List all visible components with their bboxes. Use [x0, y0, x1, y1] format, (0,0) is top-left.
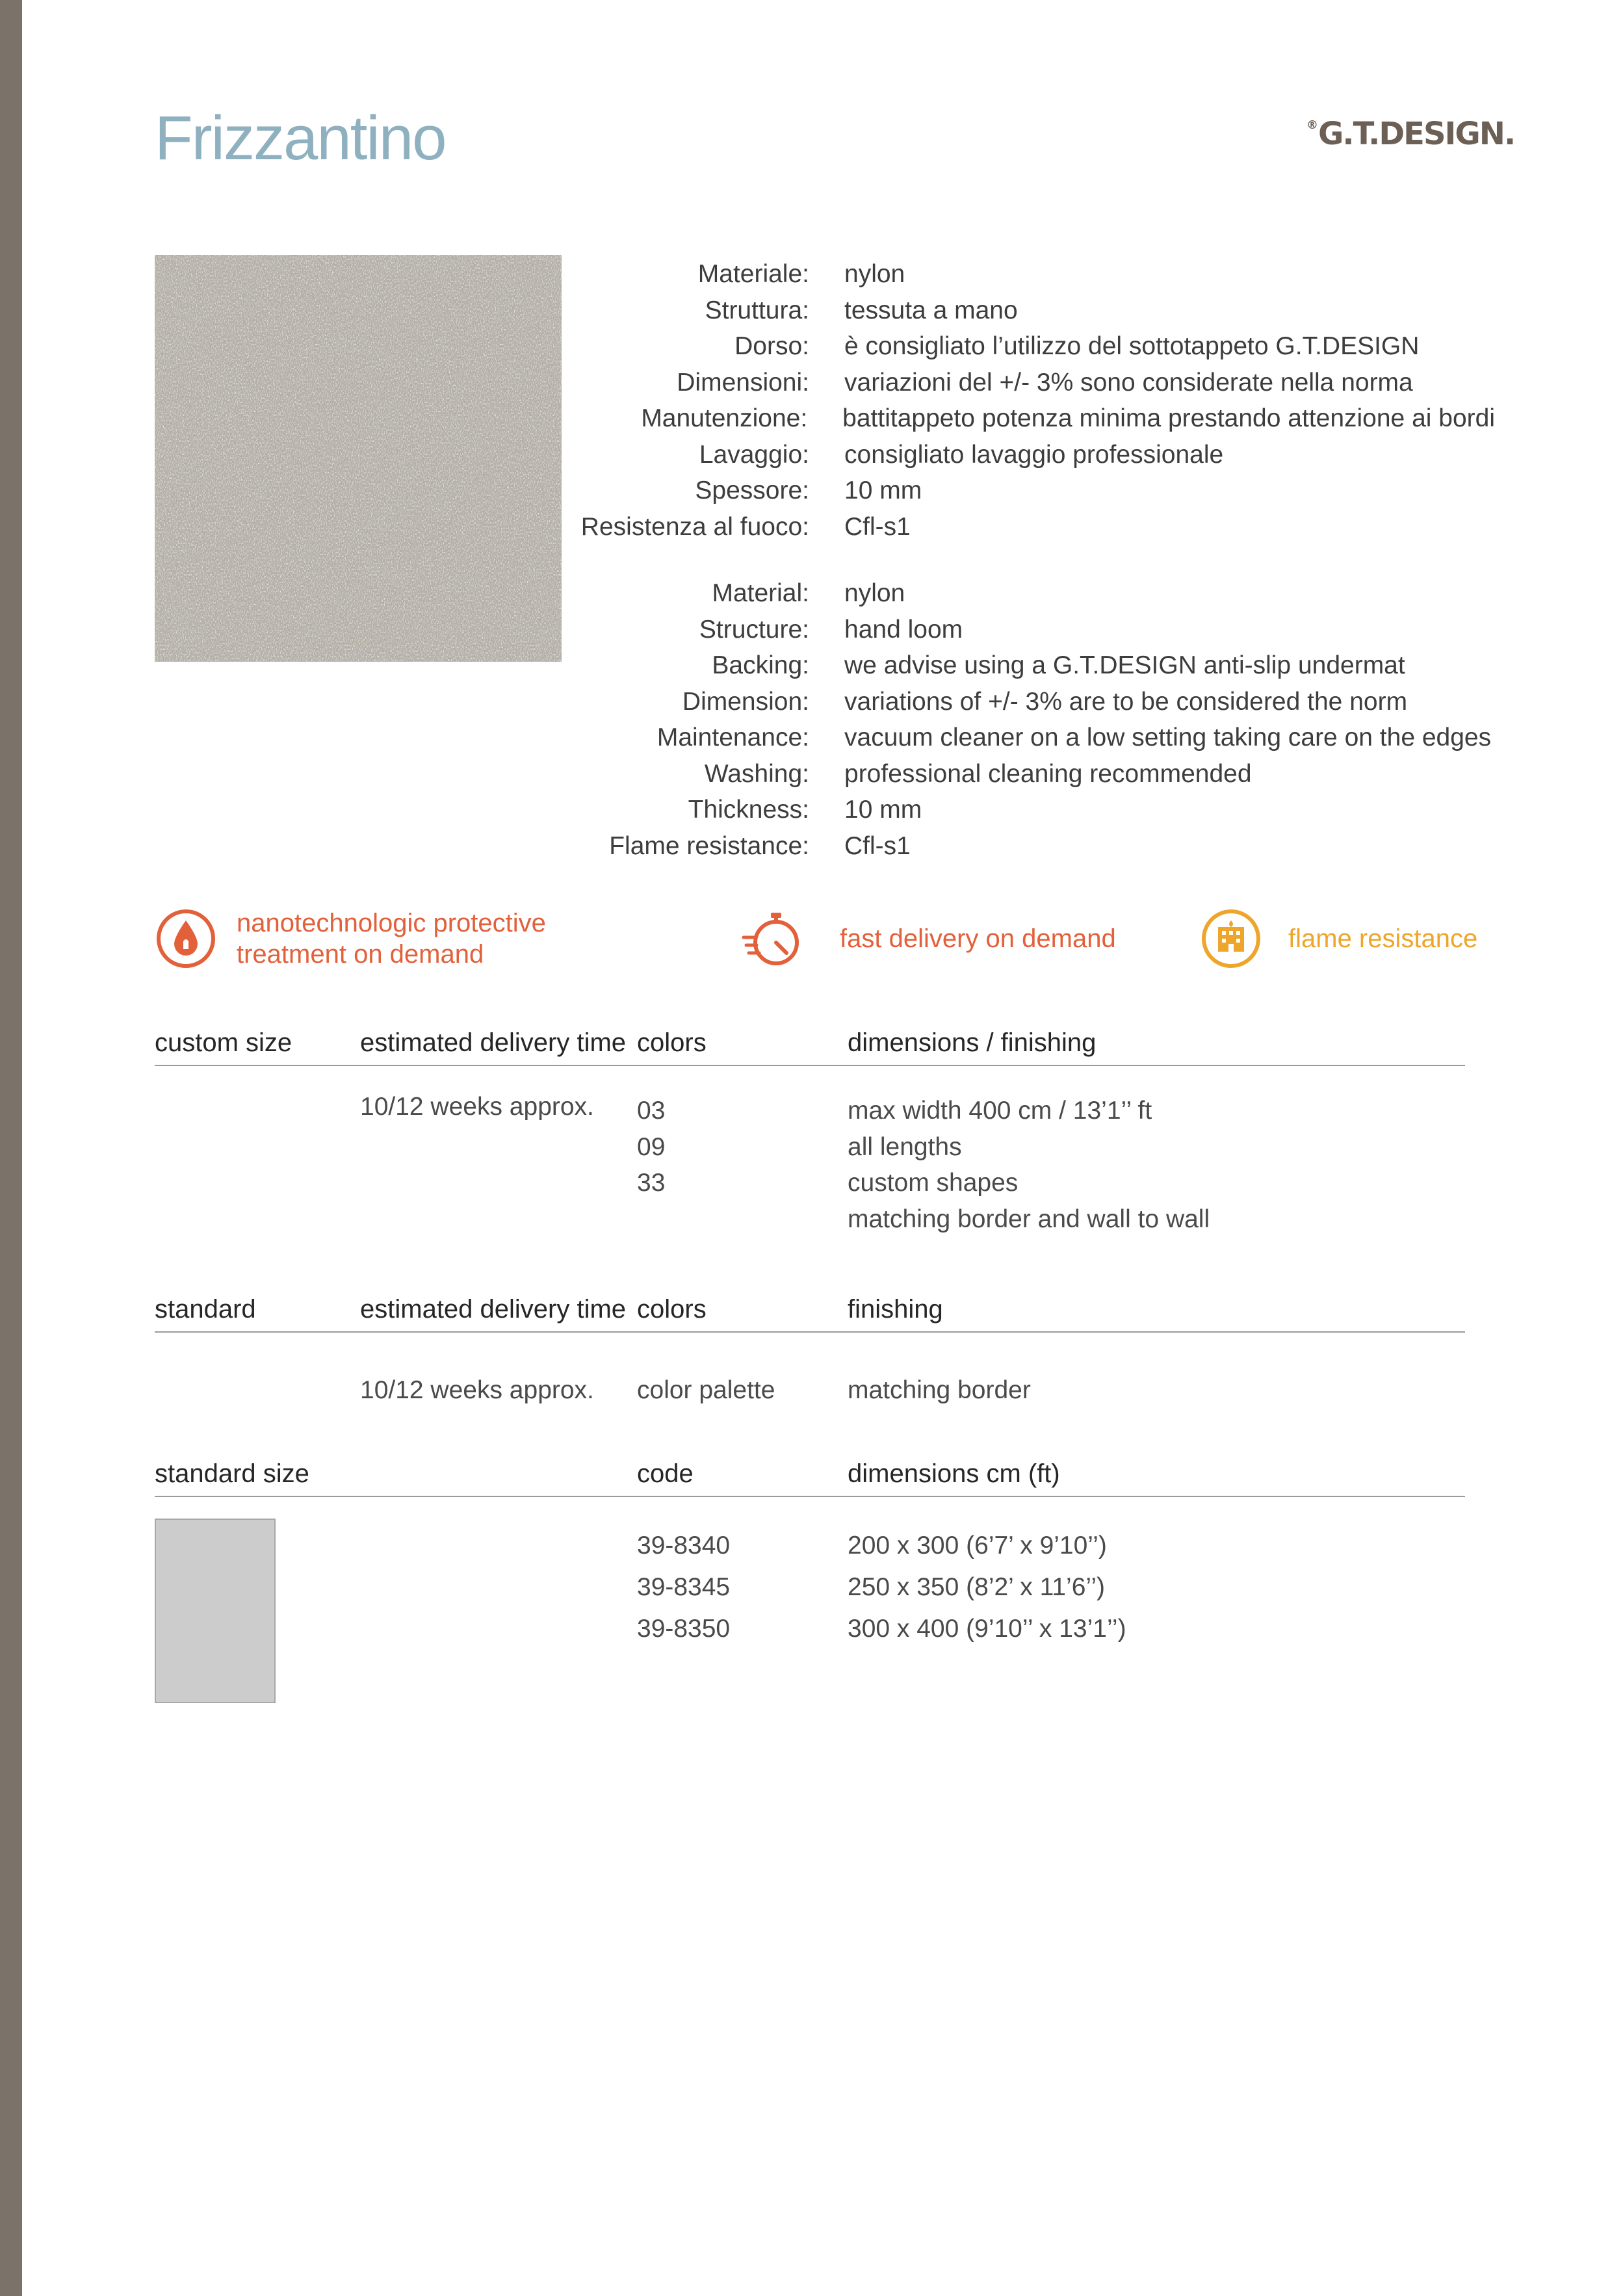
spec-label: Material: [712, 579, 809, 607]
spec-value: vacuum cleaner on a low setting taking care on the edges [844, 724, 1492, 751]
standard-delivery: 10/12 weeks approx. [360, 1376, 594, 1404]
size-dimensions: 300 x 400 (9’10’’ x 13’1’’) [848, 1615, 1126, 1643]
size-codes-list [637, 1525, 730, 1650]
custom-header-dimensions: dimensions / finishing [848, 1028, 1097, 1057]
size-dimensions-list [848, 1525, 1126, 1650]
custom-dimensions-list [848, 1093, 1210, 1237]
spec-value: consigliato lavaggio professionale [844, 440, 1224, 469]
specs-english [455, 575, 1495, 864]
feature-flame-label: flame resistance [1288, 924, 1478, 953]
custom-delivery: 10/12 weeks approx. [360, 1093, 594, 1121]
custom-dimension: custom shapes [848, 1169, 1019, 1197]
standard-header-label: standard [155, 1295, 256, 1324]
spec-value: nylon [844, 260, 905, 288]
spec-label: Dimensioni: [677, 368, 809, 397]
specs-italian [455, 256, 1495, 545]
spec-label: Structure: [699, 615, 809, 644]
water-drop-icon [155, 907, 217, 970]
spec-label: Flame resistance: [609, 831, 809, 860]
feature-nano-line1: nanotechnologic protective [237, 909, 546, 937]
custom-size-header [155, 1028, 1465, 1066]
spec-row [455, 575, 1495, 612]
spec-row [455, 612, 1495, 648]
spec-value: Cfl-s1 [844, 512, 911, 541]
standard-colors: color palette [637, 1376, 775, 1404]
custom-header-size: custom size [155, 1028, 292, 1057]
stopwatch-icon [741, 907, 803, 970]
spec-row [455, 756, 1495, 792]
spec-value: nylon [844, 579, 905, 607]
standard-finishing: matching border [848, 1376, 1031, 1404]
page-title: Frizzantino [155, 103, 446, 173]
spec-label: Thickness: [688, 796, 809, 824]
spec-row [455, 509, 1495, 545]
feature-nano-line2: treatment on demand [237, 940, 484, 969]
spec-row [455, 720, 1495, 756]
spec-value: 10 mm [844, 796, 922, 824]
standard-header-delivery: estimated delivery time [360, 1295, 627, 1324]
spec-row [455, 400, 1495, 437]
spec-label: Washing: [704, 759, 809, 788]
custom-dimension: all lengths [848, 1132, 962, 1161]
spec-label: Struttura: [705, 296, 809, 324]
building-flame-icon [1200, 907, 1262, 970]
standard-header-colors: colors [637, 1295, 707, 1324]
custom-dimension: max width 400 cm / 13’1’’ ft [848, 1097, 1152, 1125]
size-code: 39-8350 [637, 1615, 731, 1643]
spec-label: Dimension: [682, 687, 809, 716]
spec-row [455, 647, 1495, 684]
side-band [0, 0, 22, 2296]
registered-mark: ® [1306, 118, 1317, 132]
spec-value: tessuta a mano [844, 296, 1018, 324]
brand-logo [1306, 116, 1514, 152]
custom-header-delivery: estimated delivery time [360, 1028, 627, 1057]
size-code: 39-8340 [637, 1532, 731, 1559]
spec-value: hand loom [844, 615, 963, 644]
feature-nano-treatment [155, 907, 546, 970]
spec-label: Spessore: [695, 476, 809, 504]
brand-name: G.T.DESIGN. [1318, 116, 1515, 152]
spec-row [455, 684, 1495, 720]
size-code: 39-8345 [637, 1573, 731, 1601]
spec-value: battitappeto potenza minima prestando attenzione ai bordi [842, 404, 1495, 432]
spec-value: variazioni del +/- 3% sono considerate nella norma [844, 368, 1413, 397]
custom-colors-list [637, 1093, 665, 1201]
size-dimensions: 250 x 350 (8’2’ x 11’6’’) [848, 1573, 1106, 1601]
custom-header-colors: colors [637, 1028, 707, 1057]
spec-row [455, 365, 1495, 401]
standard-size-header [155, 1459, 1465, 1497]
custom-color: 33 [637, 1169, 666, 1197]
standard-header [155, 1295, 1465, 1333]
spec-label: Manutenzione: [641, 404, 808, 432]
size-header-code: code [637, 1459, 694, 1488]
spec-value: professional cleaning recommended [844, 759, 1252, 788]
custom-color: 03 [637, 1097, 666, 1125]
spec-label: Lavaggio: [699, 440, 809, 469]
feature-flame-resistance [1200, 907, 1477, 970]
size-header-label: standard size [155, 1459, 309, 1488]
spec-row [455, 792, 1495, 828]
standard-header-finishing: finishing [848, 1295, 943, 1324]
custom-color: 09 [637, 1132, 666, 1161]
rug-shape-preview [155, 1519, 276, 1703]
spec-label: Backing: [712, 651, 809, 679]
spec-row [455, 256, 1495, 293]
spec-label: Resistenza al fuoco: [580, 512, 809, 541]
custom-dimension: matching border and wall to wall [848, 1205, 1210, 1233]
size-dimensions: 200 x 300 (6’7’ x 9’10’’) [848, 1532, 1107, 1559]
spec-value: è consigliato l’utilizzo del sottotappeto G.T.DESIGN [844, 332, 1420, 360]
feature-delivery-label: fast delivery on demand [840, 924, 1116, 953]
spec-label: Dorso: [734, 332, 809, 360]
spec-value: 10 mm [844, 476, 922, 504]
size-header-dimensions: dimensions cm (ft) [848, 1459, 1060, 1488]
spec-row [455, 828, 1495, 865]
feature-fast-delivery [741, 907, 1116, 970]
spec-row [455, 437, 1495, 473]
spec-value: variations of +/- 3% are to be considered the norm [844, 687, 1408, 716]
spec-label: Materiale: [697, 260, 809, 288]
spec-row [455, 473, 1495, 509]
spec-label: Maintenance: [656, 724, 809, 751]
spec-row [455, 328, 1495, 365]
spec-row [455, 293, 1495, 329]
spec-value: we advise using a G.T.DESIGN anti-slip undermat [844, 651, 1405, 679]
spec-value: Cfl-s1 [844, 831, 911, 860]
